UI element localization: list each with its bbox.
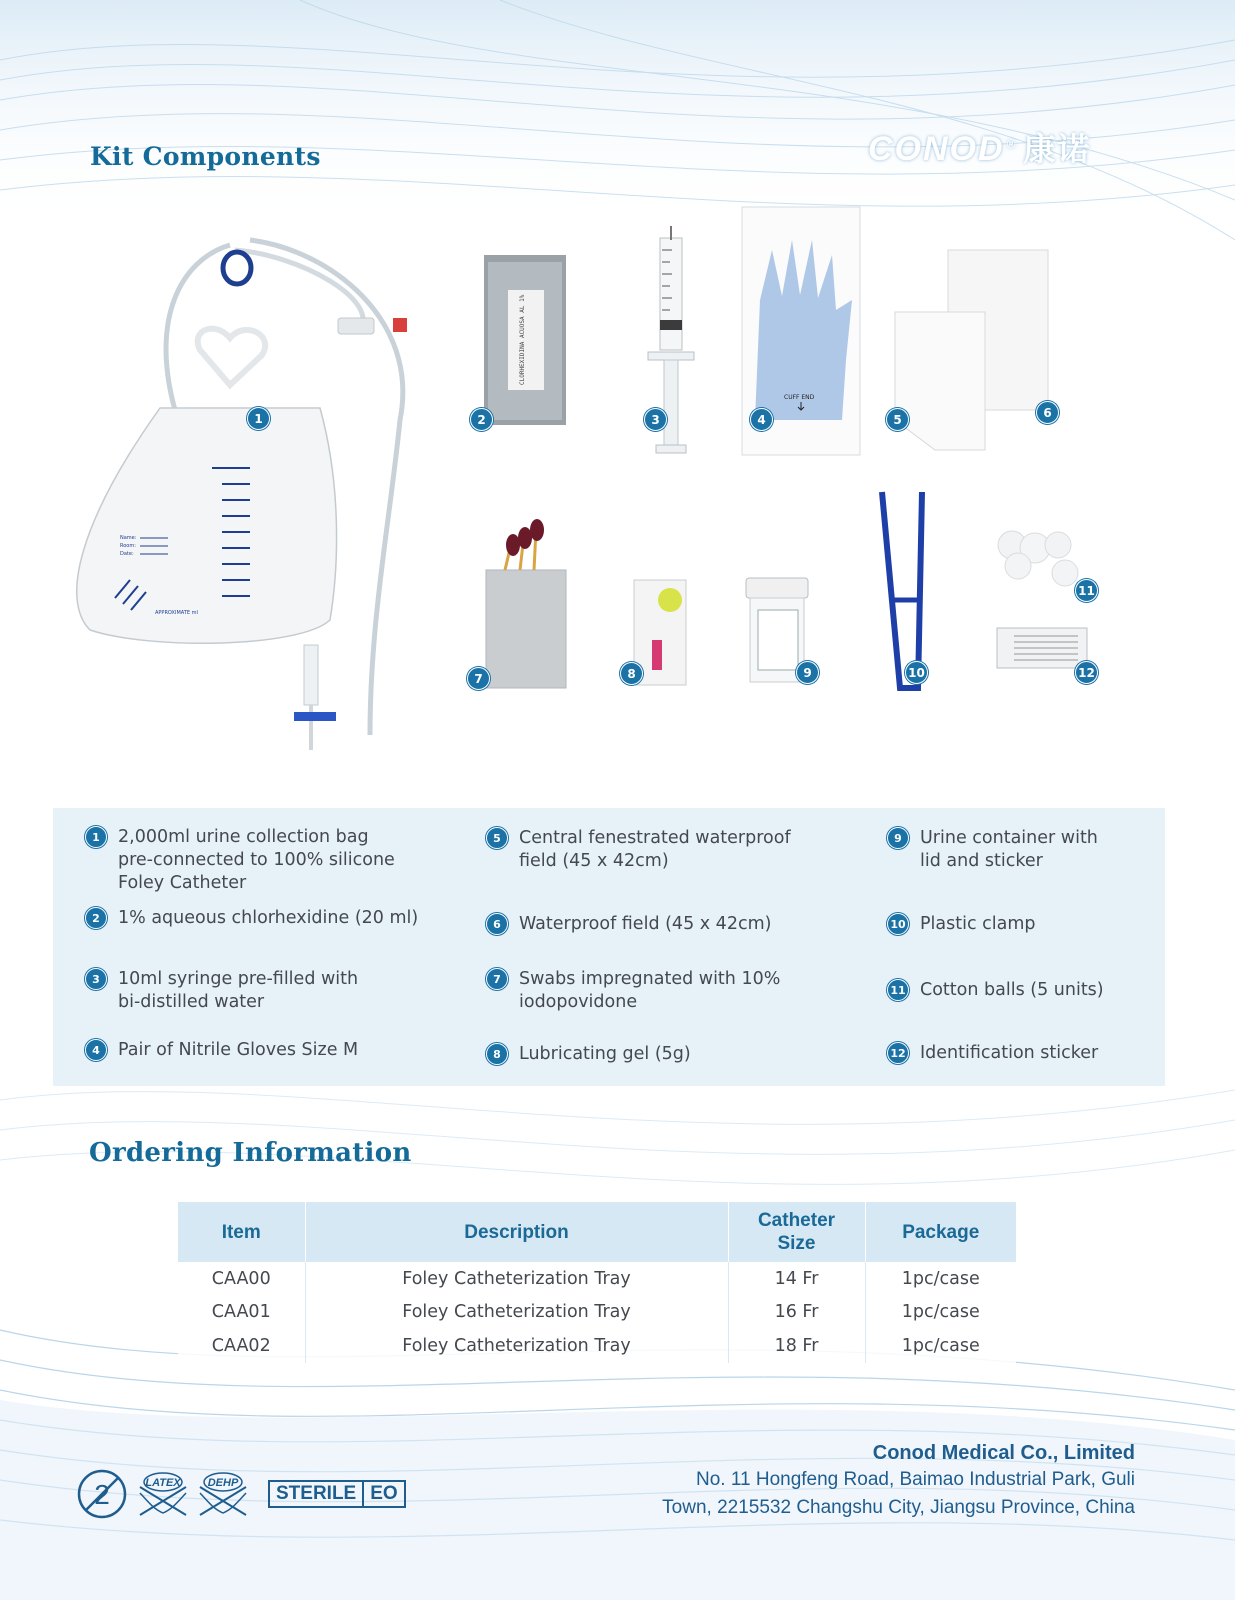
table-row [178, 1296, 1016, 1330]
plastic-clamp-image [882, 492, 922, 688]
bag-field-room: Room: [120, 543, 136, 549]
component-text: 2,000ml urine collection bag pre-connected to 100% silicone Foley Catheter [118, 827, 395, 893]
cell-catheter-size: 14 Fr [728, 1262, 865, 1296]
cell-description: Foley Catheterization Tray [305, 1262, 728, 1296]
chlorhexidine-sachet-image [484, 255, 566, 425]
component-text: Urine container with lid and sticker [920, 828, 1098, 871]
single-use-icon [76, 1468, 128, 1520]
component-text: 1% aqueous chlorhexidine (20 ml) [118, 908, 419, 928]
cell-item: CAA00 [178, 1262, 305, 1296]
component-item [486, 968, 780, 1014]
component-number: 1 [85, 826, 107, 848]
component-number: 7 [486, 968, 508, 990]
photo-badge-3: 3 [644, 408, 667, 431]
component-number: 3 [85, 968, 107, 990]
component-text: Lubricating gel (5g) [519, 1044, 691, 1064]
urine-bag-image [77, 240, 407, 750]
single-use-label: 2 [94, 1479, 110, 1510]
bag-scale-label: APPROXIMATE ml [155, 610, 198, 616]
component-number: 12 [887, 1042, 909, 1064]
sachet-label: CLORHEXIDINA ACUOSA AL 1% [519, 294, 526, 385]
dehp-label: DEHP [207, 1477, 239, 1489]
component-number: 10 [887, 913, 909, 935]
header-catheter-size: Catheter Size [728, 1202, 865, 1262]
component-text: Swabs impregnated with 10% iodopovidone [519, 969, 781, 1012]
brand-chinese: 康诺 [1023, 131, 1092, 167]
company-address-line2: Town, 2215532 Changshu City, Jiangsu Province, China [662, 1497, 1135, 1518]
waterproof-fields-image [895, 250, 1048, 450]
regulatory-symbols [76, 1468, 406, 1520]
identification-sticker-image [997, 628, 1087, 668]
glove-label: CUFF END [784, 394, 815, 401]
cell-description: Foley Catheterization Tray [305, 1329, 728, 1363]
company-name: Conod Medical Co., Limited [872, 1442, 1135, 1464]
component-text: 10ml syringe pre-filled with bi-distilled water [118, 969, 359, 1012]
cell-package: 1pc/case [865, 1262, 1016, 1296]
photo-badge-10: 10 [905, 661, 928, 684]
cell-package: 1pc/case [865, 1296, 1016, 1330]
component-item [85, 968, 358, 1014]
component-item [486, 913, 771, 936]
component-number: 11 [887, 979, 909, 1001]
header-item: Item [178, 1202, 305, 1262]
sterile-label: STERILE [276, 1483, 357, 1504]
component-text: Identification sticker [920, 1043, 1099, 1063]
table-row [178, 1329, 1016, 1363]
component-list-panel [53, 808, 1165, 1086]
component-text: Plastic clamp [920, 914, 1036, 934]
photo-badge-2: 2 [470, 408, 493, 431]
component-item [887, 979, 1104, 1002]
company-info [662, 1440, 1135, 1522]
bag-field-date: Date: [120, 551, 134, 557]
ordering-table [178, 1202, 1016, 1363]
header-package: Package [865, 1202, 1016, 1262]
component-text: Cotton balls (5 units) [920, 980, 1104, 1000]
cell-package: 1pc/case [865, 1329, 1016, 1363]
component-number: 8 [486, 1043, 508, 1065]
component-item [887, 913, 1036, 936]
table-header-row [178, 1202, 1016, 1262]
component-item [85, 907, 418, 930]
bag-field-name: Name: [120, 535, 137, 541]
brand-registered: ® [1006, 136, 1018, 151]
component-number: 2 [85, 907, 107, 929]
component-item [85, 826, 395, 895]
sterile-eo-icon [268, 1480, 406, 1508]
cell-catheter-size: 18 Fr [728, 1329, 865, 1363]
photo-badge-4: 4 [750, 408, 773, 431]
component-item [486, 1043, 691, 1066]
component-number: 4 [85, 1039, 107, 1061]
photo-badge-8: 8 [620, 662, 643, 685]
cell-catheter-size: 16 Fr [728, 1296, 865, 1330]
component-item [887, 827, 1098, 873]
company-address-line1: No. 11 Hongfeng Road, Baimao Industrial Park, Guli [696, 1469, 1135, 1490]
component-text: Pair of Nitrile Gloves Size M [118, 1040, 359, 1060]
photo-badge-6: 6 [1036, 401, 1059, 424]
photo-badge-9: 9 [796, 661, 819, 684]
cotton-balls-image [998, 531, 1078, 586]
latex-free-icon [134, 1469, 192, 1519]
component-text: Central fenestrated waterproof field (45 x 42cm) [519, 828, 791, 871]
component-item [486, 827, 791, 873]
photo-badge-7: 7 [467, 667, 490, 690]
component-item [887, 1042, 1098, 1065]
cell-description: Foley Catheterization Tray [305, 1296, 728, 1330]
photo-badge-11: 11 [1075, 579, 1098, 602]
photo-badge-12: 12 [1075, 661, 1098, 684]
cell-item: CAA02 [178, 1329, 305, 1363]
photo-badge-1: 1 [247, 407, 270, 430]
component-number: 5 [486, 827, 508, 849]
ordering-information-title: Ordering Information [89, 1138, 412, 1168]
swabs-image [486, 519, 566, 688]
header-description: Description [305, 1202, 728, 1262]
sterile-method-label: EO [362, 1482, 403, 1506]
component-text: Waterproof field (45 x 42cm) [519, 914, 772, 934]
component-number: 9 [887, 827, 909, 849]
cell-item: CAA01 [178, 1296, 305, 1330]
photo-badge-5: 5 [886, 408, 909, 431]
table-row [178, 1262, 1016, 1296]
dehp-free-icon [194, 1469, 252, 1519]
brand-name: CONOD [868, 130, 1005, 168]
component-number: 6 [486, 913, 508, 935]
component-item [85, 1039, 358, 1062]
kit-components-title: Kit Components [90, 142, 321, 171]
latex-label: LATEX [145, 1477, 181, 1489]
